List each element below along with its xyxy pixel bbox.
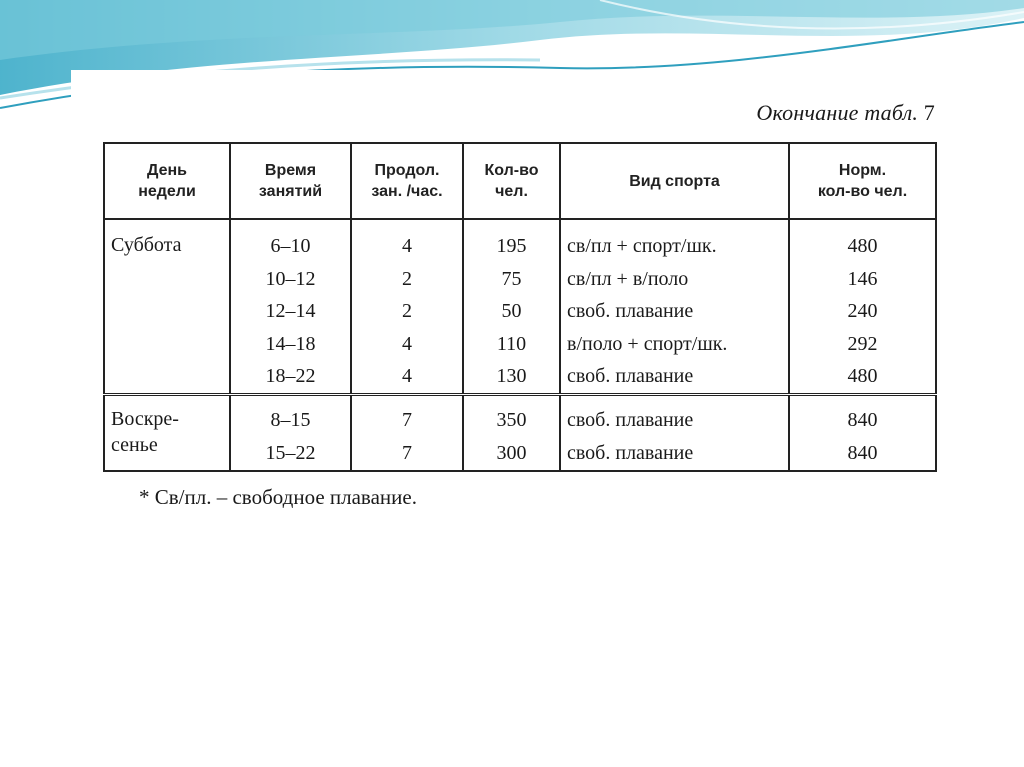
time-value: 6–10 [270,235,311,257]
cell-count [463,395,560,472]
cell-duration [351,395,463,472]
document-panel [71,70,963,535]
cell-time [230,395,351,472]
count-value: 195 [496,235,527,257]
sport-value: своб. плавание [567,365,694,387]
count-value: 75 [501,267,522,290]
norm-value: 240 [847,300,878,322]
sport-value: своб. плавание [567,300,694,322]
sport-value: своб. плавание [567,409,694,431]
norm-value: 480 [847,235,878,257]
cell-sport [560,395,789,472]
header-time: Время занятий [230,143,351,219]
duration-value: 4 [402,365,412,387]
header-day: День недели [104,143,230,219]
sport-value: св/пл + спорт/шк. [567,235,717,257]
header-norm: Норм. кол-во чел. [789,143,936,219]
header-sport: Вид спорта [560,143,789,219]
table-caption [756,100,935,126]
cell-norm [789,395,936,472]
cell-norm [789,219,936,395]
norm-value: 146 [847,267,878,290]
time-value: 15–22 [265,441,316,464]
day-label: Воскре- сенье [111,408,179,456]
norm-value: 292 [847,332,878,355]
table-header-row [104,143,936,219]
duration-value: 2 [402,267,412,290]
footnote: * Св/пл. – свободное плавание. [139,485,417,509]
schedule-table [103,142,937,472]
duration-value: 4 [402,235,412,257]
cell-count [463,219,560,395]
norm-value: 840 [847,409,878,431]
cell-sport [560,219,789,395]
sport-value: в/поло + спорт/шк. [567,332,728,355]
sport-value: св/пл + в/поло [567,267,689,290]
time-value: 12–14 [265,300,316,322]
duration-value: 2 [402,300,412,322]
count-value: 130 [496,365,527,387]
day-label: Суббота [111,234,182,256]
time-value: 18–22 [265,365,316,387]
time-value: 8–15 [270,409,311,431]
header-duration: Продол. зан. /час. [351,143,463,219]
caption-text: Окончание табл. [756,100,919,125]
count-value: 300 [496,441,527,464]
duration-value: 4 [402,332,412,355]
duration-value: 7 [402,409,412,431]
duration-value: 7 [402,441,412,464]
count-value: 50 [501,300,522,322]
header-count: Кол-во чел. [463,143,560,219]
count-value: 350 [496,409,527,431]
cell-day [104,219,230,395]
cell-time [230,219,351,395]
table-row-group-sunday [104,395,936,472]
time-value: 10–12 [265,267,316,290]
sport-value: своб. плавание [567,441,694,464]
table-row-group-saturday [104,219,936,395]
caption-number: 7 [923,100,935,125]
cell-day [104,395,230,472]
norm-value: 840 [847,441,878,464]
cell-duration [351,219,463,395]
count-value: 110 [496,332,527,355]
norm-value: 480 [847,365,878,387]
time-value: 14–18 [265,332,316,355]
